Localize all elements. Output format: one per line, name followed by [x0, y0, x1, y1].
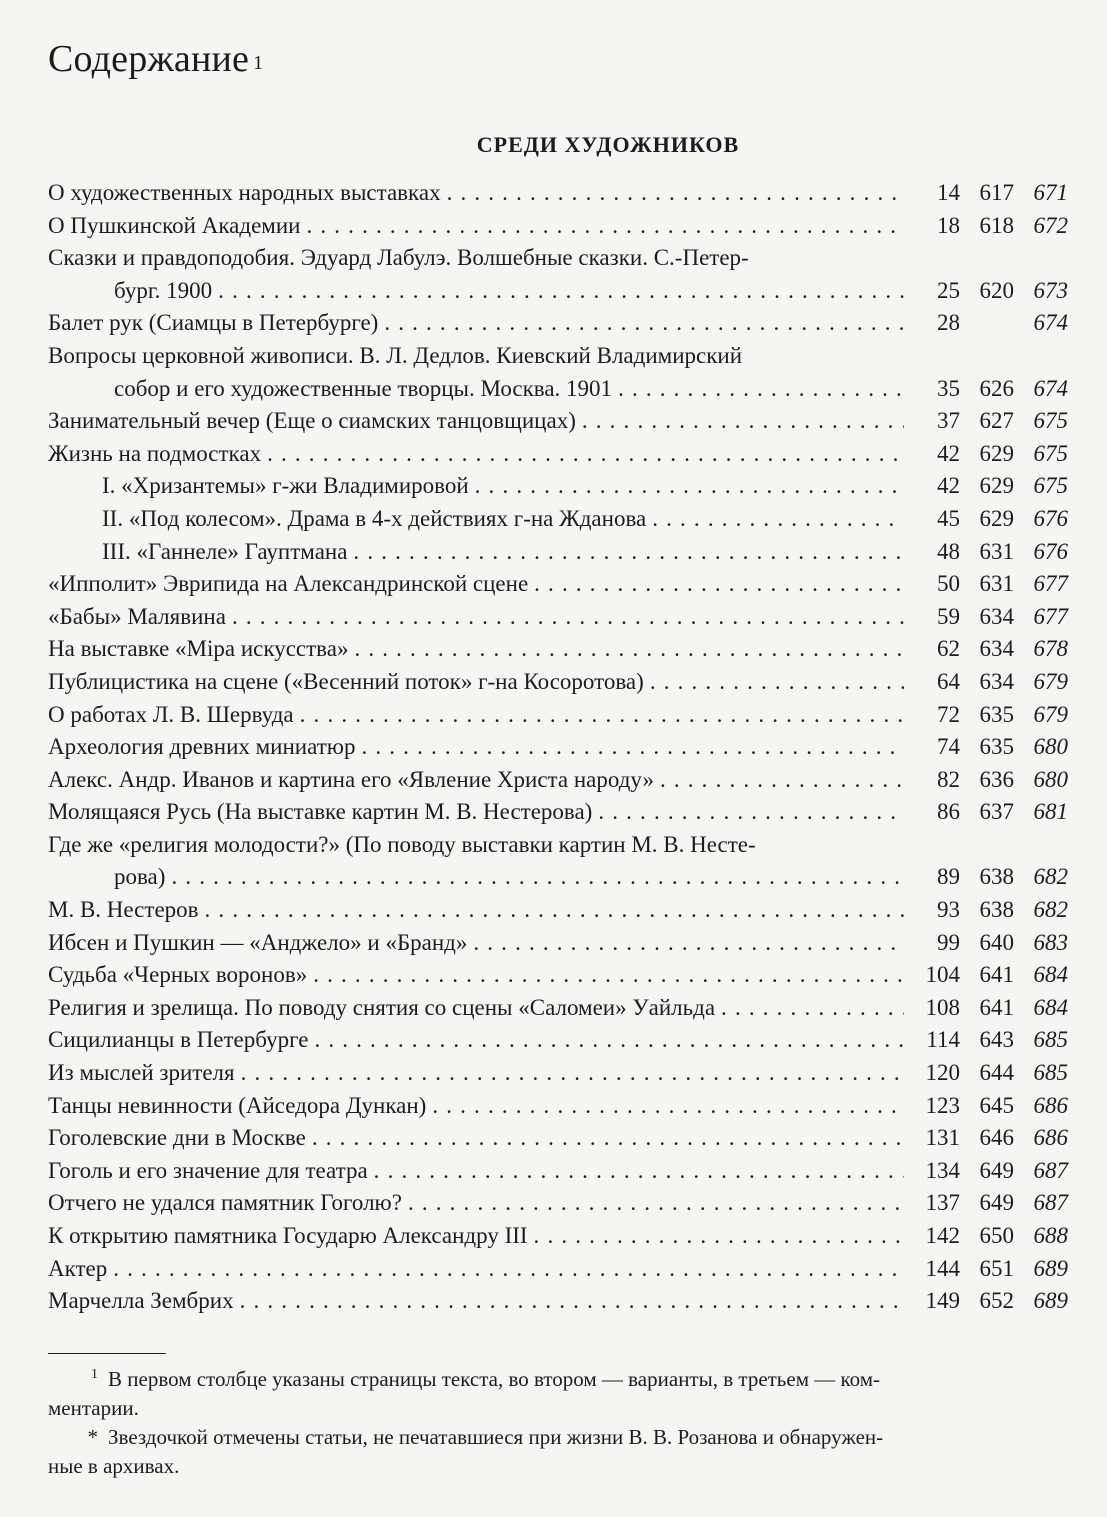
variants-page-number: 618 [979, 212, 1014, 238]
commentary-page-number: 675 [1033, 473, 1068, 499]
toc-entry-title: О Пушкинской Академии [48, 212, 301, 238]
text-page-number: 42 [937, 473, 960, 499]
footnote-divider [48, 1353, 166, 1354]
leader-dots [582, 408, 904, 434]
footnote-text: Звездочкой отмечены статьи, не печатавшиеся при жизни В. В. Розанова и обнаружен- [108, 1424, 884, 1449]
commentary-page-number: 686 [1033, 1125, 1068, 1151]
variants-page-number: 644 [979, 1060, 1014, 1086]
text-page-number: 59 [937, 603, 960, 629]
toc-entry-title: Сицилианцы в Петербурге [48, 1027, 309, 1053]
text-page-number: 89 [937, 864, 960, 890]
text-page-number: 120 [925, 1060, 960, 1086]
toc-entry-title: М. В. Нестеров [48, 897, 199, 923]
footnote [48, 1423, 1068, 1481]
leader-dots [598, 799, 904, 825]
toc-entry[interactable] [48, 245, 1068, 310]
toc-entry-title: Балет рук (Сиамцы в Петербурге) [48, 310, 379, 336]
toc-entry[interactable] [48, 506, 1068, 539]
leader-dots [354, 636, 904, 662]
text-page-number: 142 [925, 1223, 960, 1248]
toc-entry-title: II. «Под колесом». Драма в 4-х действиях г-на Жданова [102, 505, 647, 531]
variants-page-number: 635 [979, 701, 1014, 727]
toc-entry[interactable] [48, 799, 1068, 832]
leader-dots [534, 1223, 904, 1249]
variants-page-number: 651 [979, 1255, 1014, 1281]
leader-dots [313, 962, 904, 988]
toc-entry[interactable] [48, 636, 1068, 669]
toc-entry[interactable] [48, 897, 1068, 930]
variants-page-number: 634 [979, 603, 1014, 629]
toc-entry-title: «Ипполит» Эврипида на Александринской сцене [48, 571, 529, 597]
toc-entry[interactable] [48, 571, 1068, 604]
toc-entry[interactable] [48, 669, 1068, 702]
leader-dots [171, 864, 904, 890]
footnote [48, 1360, 1068, 1423]
text-page-number: 35 [937, 375, 960, 401]
toc-entry[interactable] [48, 702, 1068, 735]
leader-dots [534, 571, 904, 597]
leader-dots [361, 734, 904, 760]
toc-entry[interactable] [48, 180, 1068, 213]
toc-entry-title: бург. 1900 [114, 277, 213, 303]
text-page-number: 134 [925, 1157, 960, 1183]
variants-page-number: 634 [979, 636, 1014, 662]
leader-dots [447, 180, 904, 206]
toc-entry[interactable] [48, 343, 1068, 408]
footnote-text: В первом столбце указаны страницы текста, во втором — варианты, в третьем — ком- [108, 1366, 881, 1391]
toc-list [48, 180, 1068, 1321]
toc-entry-title: Из мыслей зрителя [48, 1060, 235, 1086]
commentary-page-number: 687 [1033, 1190, 1068, 1216]
leader-dots [650, 669, 904, 695]
toc-entry-title: К открытию памятника Государю Александру III [48, 1223, 528, 1248]
text-page-number: 137 [925, 1190, 960, 1216]
leader-dots [408, 1190, 904, 1216]
commentary-page-number: 688 [1033, 1223, 1068, 1248]
footnote-text-continued: ные в архивах. [48, 1453, 180, 1478]
commentary-page-number: 689 [1033, 1255, 1068, 1281]
text-page-number: 108 [925, 994, 960, 1020]
variants-page-number: 617 [979, 180, 1014, 205]
leader-dots [432, 1093, 904, 1119]
toc-entry-title: О работах Л. В. Шервуда [48, 701, 294, 727]
variants-page-number [960, 310, 1014, 336]
commentary-page-number: 680 [1033, 766, 1068, 792]
variants-page-number: 652 [979, 1288, 1014, 1314]
toc-entry[interactable] [48, 1256, 1068, 1289]
toc-entry[interactable] [48, 310, 1068, 343]
commentary-page-number: 676 [1033, 538, 1068, 564]
toc-entry-title-line: Вопросы церковной живописи. В. Л. Дедлов. Киевский Владимирский [48, 342, 743, 368]
toc-entry-title: III. «Ганнеле» Гауптмана [102, 538, 348, 564]
leader-dots [232, 604, 904, 630]
commentary-page-number: 677 [1033, 571, 1068, 597]
text-page-number: 123 [925, 1092, 960, 1118]
leader-dots [374, 1158, 904, 1184]
variants-page-number: 629 [979, 505, 1014, 531]
toc-entry-title: Занимательный вечер (Еще о сиамских танцовщицах) [48, 408, 576, 434]
variants-page-number: 637 [979, 799, 1014, 825]
toc-entry[interactable] [48, 995, 1068, 1028]
toc-entry[interactable] [48, 1158, 1068, 1191]
toc-entry[interactable] [48, 441, 1068, 474]
variants-page-number: 620 [979, 277, 1014, 303]
toc-page [48, 36, 1068, 1481]
commentary-page-number: 682 [1033, 897, 1068, 923]
toc-entry[interactable] [48, 767, 1068, 800]
toc-entry[interactable] [48, 1190, 1068, 1223]
toc-entry[interactable] [48, 539, 1068, 572]
leader-dots [113, 1256, 904, 1282]
text-page-number: 64 [937, 668, 960, 694]
toc-entry-title: Алекс. Андр. Иванов и картина его «Явление Христа народу» [48, 766, 654, 792]
leader-dots [314, 1027, 904, 1053]
commentary-page-number: 680 [1033, 734, 1068, 760]
leader-dots [306, 213, 904, 239]
commentary-page-number: 681 [1033, 799, 1068, 825]
commentary-page-number: 687 [1033, 1157, 1068, 1183]
text-page-number: 72 [937, 701, 960, 727]
toc-entry-title: Танцы невинности (Айседора Дункан) [48, 1092, 427, 1118]
toc-entry-title: Актер [48, 1255, 108, 1281]
variants-page-number: 634 [979, 668, 1014, 694]
variants-page-number: 636 [979, 766, 1014, 792]
commentary-page-number: 677 [1033, 603, 1068, 629]
text-page-number: 14 [937, 180, 960, 205]
text-page-number: 37 [937, 408, 960, 434]
text-page-number: 62 [937, 636, 960, 662]
text-page-number: 131 [925, 1125, 960, 1151]
toc-entry[interactable] [48, 832, 1068, 897]
toc-entry-title: Ибсен и Пушкин — «Анджело» и «Бранд» [48, 929, 468, 955]
text-page-number: 18 [937, 212, 960, 238]
commentary-page-number: 679 [1033, 701, 1068, 727]
variants-page-number: 629 [979, 473, 1014, 499]
text-page-number: 28 [937, 310, 960, 336]
commentary-page-number: 674 [1033, 375, 1068, 401]
toc-entry[interactable] [48, 408, 1068, 441]
variants-page-number: 645 [979, 1092, 1014, 1118]
leader-dots [353, 539, 904, 565]
commentary-page-number: 672 [1033, 212, 1068, 238]
variants-page-number: 641 [979, 962, 1014, 988]
leader-dots [721, 995, 904, 1021]
toc-entry[interactable] [48, 1223, 1068, 1256]
toc-entry-title: Судьба «Черных воронов» [48, 962, 308, 988]
toc-entry-title: Археология древних миниатюр [48, 734, 356, 760]
leader-dots [312, 1125, 904, 1151]
variants-page-number: 638 [979, 897, 1014, 923]
leader-dots [473, 930, 904, 956]
commentary-page-number: 671 [1033, 180, 1068, 205]
variants-page-number: 629 [979, 440, 1014, 466]
toc-entry[interactable] [48, 604, 1068, 637]
commentary-page-number: 685 [1033, 1060, 1068, 1086]
commentary-page-number: 674 [1033, 310, 1068, 336]
toc-entry[interactable] [48, 213, 1068, 246]
variants-page-number: 641 [979, 994, 1014, 1020]
text-page-number: 149 [925, 1288, 960, 1314]
toc-entry-title: Жизнь на подмостках [48, 440, 262, 466]
text-page-number: 50 [937, 571, 960, 597]
leader-dots [241, 1060, 904, 1086]
text-page-number: 99 [937, 929, 960, 955]
variants-page-number: 649 [979, 1157, 1014, 1183]
toc-entry-title: Отчего не удался памятник Гоголю? [48, 1190, 402, 1216]
commentary-page-number: 685 [1033, 1027, 1068, 1053]
toc-entry-title: О художественных народных выставках [48, 180, 441, 205]
leader-dots [218, 278, 904, 304]
toc-entry[interactable] [48, 1093, 1068, 1126]
text-page-number: 82 [937, 766, 960, 792]
commentary-page-number: 686 [1033, 1092, 1068, 1118]
footnote-mark: 1 [91, 1366, 98, 1382]
toc-entry-title: I. «Хризантемы» г-жи Владимировой [102, 473, 469, 499]
leader-dots [240, 1288, 904, 1314]
toc-entry-title: «Бабы» Малявина [48, 603, 226, 629]
toc-entry[interactable] [48, 473, 1068, 506]
text-page-number: 104 [925, 962, 960, 988]
leader-dots [660, 767, 904, 793]
text-page-number: 45 [937, 505, 960, 531]
commentary-page-number: 673 [1033, 277, 1068, 303]
text-page-number: 93 [937, 897, 960, 923]
text-page-number: 42 [937, 440, 960, 466]
commentary-page-number: 675 [1033, 440, 1068, 466]
variants-page-number: 631 [979, 571, 1014, 597]
toc-entry[interactable] [48, 1027, 1068, 1060]
variants-page-number: 638 [979, 864, 1014, 890]
footnotes [48, 1360, 1068, 1481]
commentary-page-number: 676 [1033, 505, 1068, 531]
variants-page-number: 650 [979, 1223, 1014, 1248]
commentary-page-number: 683 [1033, 929, 1068, 955]
footnote-text-continued: ментарии. [48, 1395, 139, 1420]
leader-dots [475, 473, 904, 499]
variants-page-number: 626 [979, 375, 1014, 401]
toc-entry[interactable] [48, 1060, 1068, 1093]
toc-entry-title-line: Сказки и правдоподобия. Эдуард Лабулэ. Волшебные сказки. С.-Петер- [48, 245, 749, 271]
toc-entry-title: Гоголевские дни в Москве [48, 1125, 306, 1151]
toc-entry[interactable] [48, 1288, 1068, 1321]
toc-entry-title: Религия и зрелища. По поводу снятия со сцены «Саломеи» Уайльда [48, 994, 716, 1020]
text-page-number: 74 [937, 734, 960, 760]
page-title: Содержание $^1$ [48, 38, 264, 80]
leader-dots [618, 376, 904, 402]
toc-entry-title: Марчелла Зембрих [48, 1288, 234, 1314]
leader-dots [300, 702, 904, 728]
toc-entry-title-line: Где же «религия молодости?» (По поводу выставки картин М. В. Несте- [48, 831, 756, 857]
variants-page-number: 631 [979, 538, 1014, 564]
text-page-number: 86 [937, 799, 960, 825]
toc-entry-title: рова) [114, 864, 166, 890]
commentary-page-number: 675 [1033, 408, 1068, 434]
commentary-page-number: 689 [1033, 1288, 1068, 1314]
variants-page-number: 643 [979, 1027, 1014, 1053]
toc-entry-title: На выставке «Міра искусства» [48, 636, 349, 662]
toc-entry-title: Молящаяся Русь (На выставке картин М. В. Нестерова) [48, 799, 593, 825]
toc-entry[interactable] [48, 930, 1068, 963]
variants-page-number: 646 [979, 1125, 1014, 1151]
toc-entry-title: собор и его художественные творцы. Москва. 1901 [114, 375, 613, 401]
leader-dots [267, 441, 904, 467]
text-page-number: 144 [925, 1255, 960, 1281]
text-page-number: 114 [926, 1027, 960, 1053]
leader-dots [652, 506, 904, 532]
footnote-mark: * [87, 1424, 98, 1449]
leader-dots [205, 897, 904, 923]
variants-page-number: 627 [979, 408, 1014, 434]
leader-dots [384, 310, 904, 336]
variants-page-number: 635 [979, 734, 1014, 760]
text-page-number: 48 [937, 538, 960, 564]
commentary-page-number: 682 [1033, 864, 1068, 890]
toc-entry-title: Публицистика на сцене («Весенний поток» г-на Косоротова) [48, 668, 644, 694]
toc-entry-title: Гоголь и его значение для театра [48, 1157, 368, 1183]
toc-entry[interactable] [48, 1125, 1068, 1158]
footnote-reference: 1 [253, 52, 264, 74]
text-page-number: 25 [937, 277, 960, 303]
commentary-page-number: 679 [1033, 668, 1068, 694]
commentary-page-number: 684 [1033, 962, 1068, 988]
section-heading: СРЕДИ ХУДОЖНИКОВ [476, 132, 740, 157]
variants-page-number: 649 [979, 1190, 1014, 1216]
toc-entry[interactable] [48, 962, 1068, 995]
commentary-page-number: 684 [1033, 994, 1068, 1020]
commentary-page-number: 678 [1033, 636, 1068, 662]
variants-page-number: 640 [979, 929, 1014, 955]
toc-entry[interactable] [48, 734, 1068, 767]
